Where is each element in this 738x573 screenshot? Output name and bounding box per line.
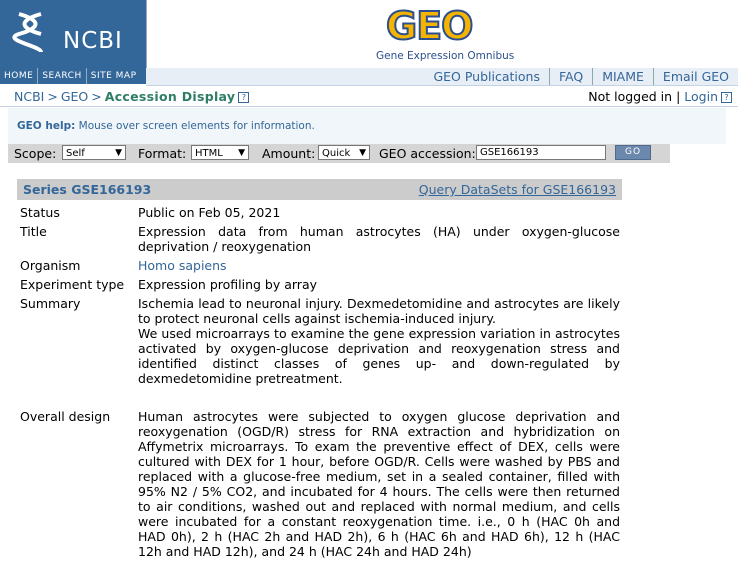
accession-label: GEO accession: [379, 146, 476, 161]
series-header [17, 179, 622, 200]
ncbi-logo[interactable] [0, 0, 147, 68]
geo-logo-word: GEO [386, 4, 473, 48]
link-geo-publications[interactable]: GEO Publications [433, 69, 540, 84]
nav-search[interactable]: SEARCH [38, 68, 86, 84]
amount-label: Amount: [262, 146, 316, 161]
nav-site-map[interactable]: SITE MAP [90, 71, 137, 81]
geo-help-text [17, 120, 315, 132]
geo-help-message: Mouse over screen elements for information. [75, 120, 315, 132]
amount-value: Quick [322, 148, 351, 159]
nav-home[interactable]: HOME [0, 68, 38, 84]
login-link[interactable]: Login [684, 89, 718, 104]
help-icon[interactable]: ? [238, 92, 249, 103]
scope-value: Self [66, 148, 85, 159]
query-datasets-link[interactable]: Query DataSets for GSE166193 [418, 182, 616, 197]
breadcrumb-separator: > [47, 89, 58, 104]
login-separator: | [676, 89, 681, 104]
detail-key: Overall design [20, 409, 111, 424]
scope-label: Scope: [14, 146, 57, 161]
scope-select[interactable] [62, 145, 126, 160]
detail-key: Summary [20, 296, 81, 311]
geo-link-bar [146, 68, 738, 86]
summary-paragraph-2: We used microarrays to examine the gene expression variation in astrocytes activated by oxygen-glucose deprivation and reoxygenation stress and identified distinct classes of genes up- and down-regulated by dexmedetomidine pretreatment. [138, 326, 620, 386]
breadcrumb-separator: > [91, 89, 102, 104]
dna-helix-icon [11, 10, 51, 54]
detail-key: Title [20, 224, 47, 239]
breadcrumb-current: Accession Display [104, 89, 236, 104]
detail-key: Organism [20, 258, 81, 273]
breadcrumb [14, 89, 249, 104]
chevron-down-icon: ▼ [115, 148, 122, 158]
query-toolbar [8, 144, 670, 163]
link-faq[interactable]: FAQ [549, 68, 592, 85]
detail-value: Human astrocytes were subjected to oxygen glucose deprivation and reoxygenation (OGD/R) stress for RNA extraction and hybridization on Affymetrix microarrays. To exam the preventive effect of DEX, cells were cultured with DEX for 1 hour, before OGD/R. Cells were washed by PBS and replaced with a glucose-free medium, set in a sealed container, filled with 95% N2 / 5% CO2, and incubated for 4 hours. The cells were then returned to air conditions, washed out and replaced with normal medium, and cells were incubated for a constant reoxygenation time. i.e., 0 h (HAC 0h and HAD 0h), 2 h (HAC 2h and HAD 2h), 6 h (HAC 6h and HAD 6h), 12 h (HAC 12h and HAD 12h), and 24 h (HAC 24h and HAD 24h) [138, 409, 620, 559]
breadcrumb-geo[interactable]: GEO [60, 89, 89, 104]
detail-key: Status [20, 205, 60, 220]
amount-select[interactable] [318, 145, 370, 160]
breadcrumb-row [0, 86, 738, 107]
go-button[interactable]: GO [615, 145, 651, 160]
format-select[interactable] [191, 145, 249, 160]
link-email-geo[interactable]: Email GEO [653, 68, 738, 85]
format-label: Format: [138, 146, 187, 161]
chevron-down-icon: ▼ [359, 148, 366, 158]
help-icon[interactable]: ? [721, 92, 732, 103]
geo-help-label: GEO help: [17, 120, 76, 132]
summary-paragraph-1: Ischemia lead to neuronal injury. Dexmedetomidine and astrocytes are likely to protect neuronal cells against ischemia-induced injury. [138, 296, 620, 326]
detail-value: Public on Feb 05, 2021 [138, 205, 281, 220]
accession-input[interactable]: GSE166193 [476, 145, 606, 160]
login-status-text: Not logged in [588, 89, 673, 104]
detail-key: Experiment type [20, 277, 125, 292]
detail-value: Expression profiling by array [138, 277, 318, 292]
link-miame[interactable]: MIAME [592, 68, 653, 85]
organism-link[interactable]: Homo sapiens [138, 258, 227, 273]
chevron-down-icon: ▼ [238, 148, 245, 158]
geo-help-box [8, 108, 726, 144]
detail-value: Expression data from human astrocytes (HA) under oxygen-glucose deprivation / reoxygenation [138, 224, 620, 254]
detail-value [138, 296, 620, 386]
ncbi-logo-text: NCBI [63, 28, 123, 54]
geo-logo[interactable] [372, 4, 515, 64]
login-status [588, 89, 732, 104]
breadcrumb-ncbi[interactable]: NCBI [14, 89, 45, 104]
geo-logo-subtitle: Gene Expression Omnibus [376, 50, 515, 62]
ncbi-top-nav [0, 68, 146, 84]
series-id: Series GSE166193 [23, 182, 152, 197]
format-value: HTML [195, 148, 223, 159]
